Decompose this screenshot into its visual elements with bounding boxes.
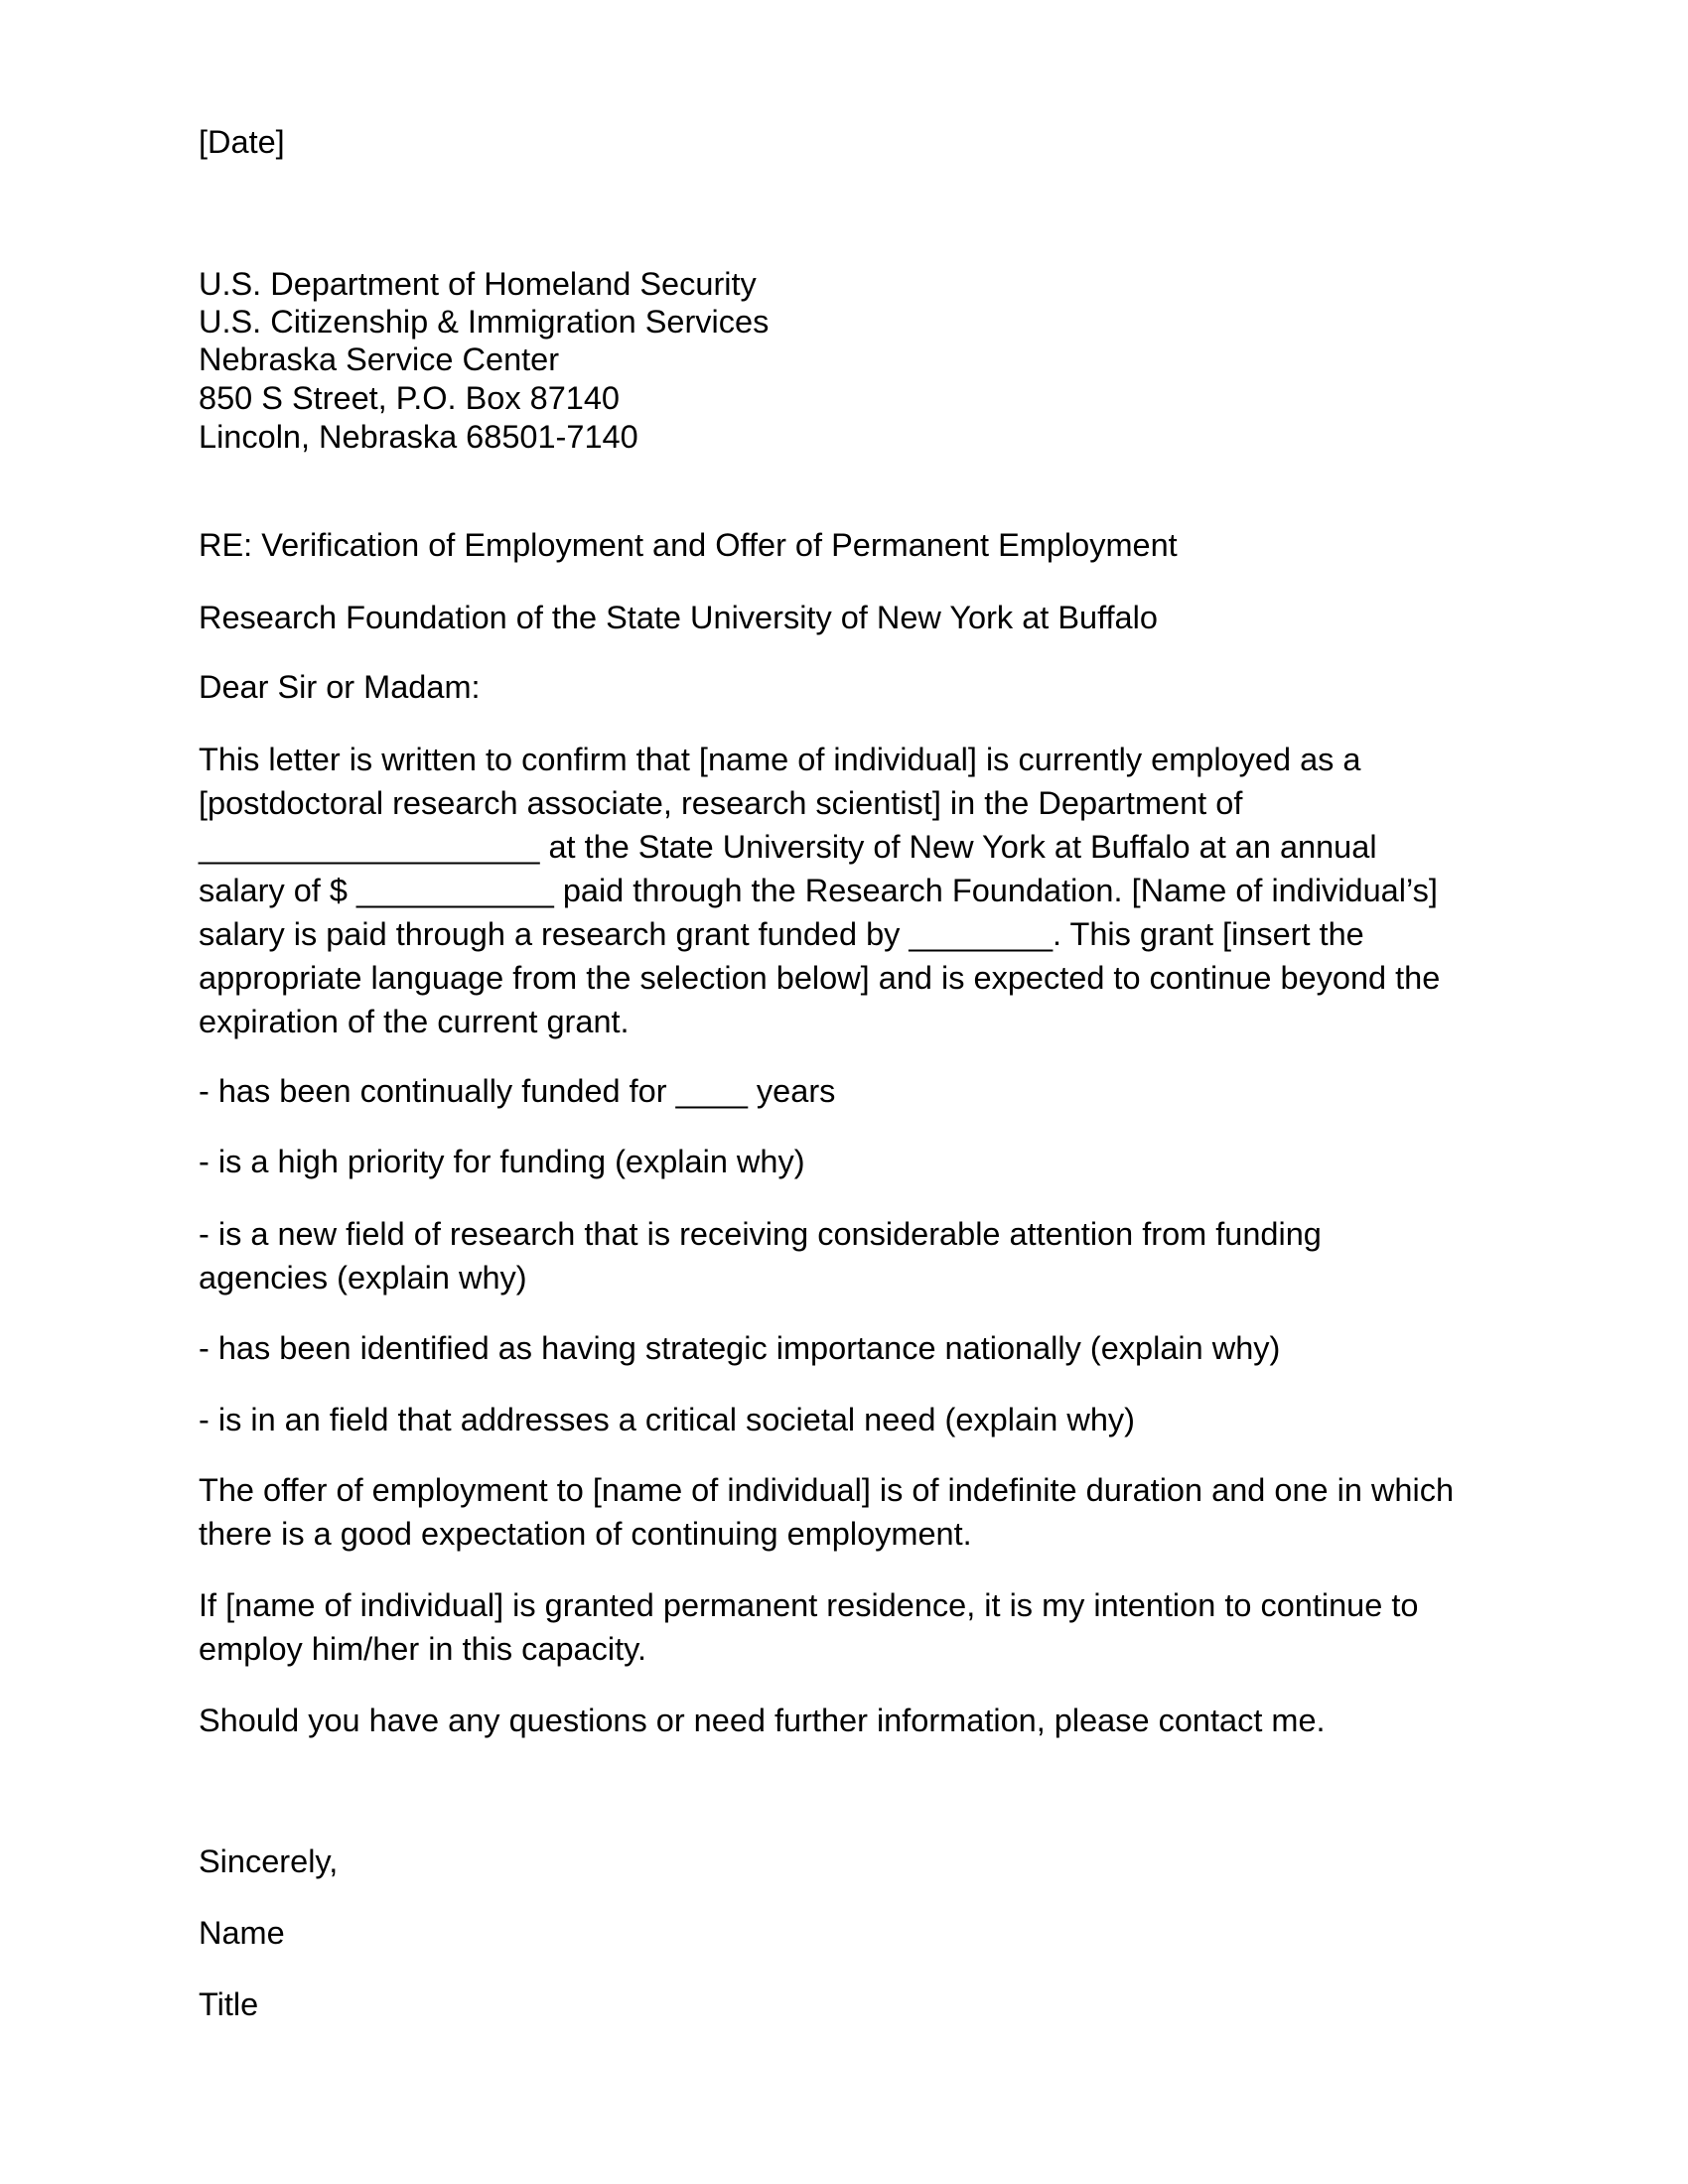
paragraph-line: This letter is written to confirm that [name of individual] is currently employed as a — [199, 742, 1361, 777]
signature-title: Title — [199, 1986, 259, 2022]
body-paragraph — [199, 738, 1499, 1043]
salutation: Dear Sir or Madam: — [199, 669, 481, 705]
paragraph-line: expiration of the current grant. — [199, 1004, 630, 1039]
closing: Sincerely, — [199, 1843, 339, 1879]
address-line: Lincoln, Nebraska 68501-7140 — [199, 419, 638, 455]
organization-line: Research Foundation of the State University of New York at Buffalo — [199, 600, 1158, 635]
paragraph-line: [postdoctoral research associate, research scientist] in the Department of — [199, 785, 1243, 821]
paragraph-line: salary is paid through a research grant funded by ________. This grant [insert the — [199, 916, 1364, 952]
option-item: - is a high priority for funding (explain why) — [199, 1144, 805, 1179]
subject-line: RE: Verification of Employment and Offer of Permanent Employment — [199, 527, 1178, 563]
address-line: U.S. Department of Homeland Security — [199, 266, 757, 302]
paragraph-line: If [name of individual] is granted permanent residence, it is my intention to continue to — [199, 1587, 1419, 1623]
option-item — [199, 1212, 1499, 1299]
contact-sentence: Should you have any questions or need further information, please contact me. — [199, 1703, 1326, 1738]
paragraph-line: salary of $ ___________ paid through the Research Foundation. [Name of individual’s] — [199, 873, 1438, 908]
address-line: Nebraska Service Center — [199, 341, 560, 377]
option-line: - is a new field of research that is receiving considerable attention from funding — [199, 1216, 1322, 1252]
option-item: - is in an field that addresses a critical societal need (explain why) — [199, 1402, 1135, 1437]
address-line: U.S. Citizenship & Immigration Services — [199, 304, 770, 340]
paragraph-line: ___________________ at the State University of New York at Buffalo at an annual — [199, 829, 1377, 865]
paragraph-line: appropriate language from the selection below] and is expected to continue beyond the — [199, 960, 1441, 996]
option-item: - has been continually funded for ____ years — [199, 1073, 836, 1109]
signature-name: Name — [199, 1915, 285, 1951]
intention-paragraph — [199, 1583, 1499, 1671]
option-item: - has been identified as having strategic importance nationally (explain why) — [199, 1330, 1281, 1366]
offer-paragraph — [199, 1468, 1499, 1556]
address-line: 850 S Street, P.O. Box 87140 — [199, 380, 620, 416]
option-line: agencies (explain why) — [199, 1260, 527, 1296]
paragraph-line: there is a good expectation of continuing employment. — [199, 1516, 972, 1552]
letter-date: [Date] — [199, 124, 285, 160]
paragraph-line: employ him/her in this capacity. — [199, 1631, 646, 1667]
paragraph-line: The offer of employment to [name of individual] is of indefinite duration and one in which — [199, 1472, 1455, 1508]
